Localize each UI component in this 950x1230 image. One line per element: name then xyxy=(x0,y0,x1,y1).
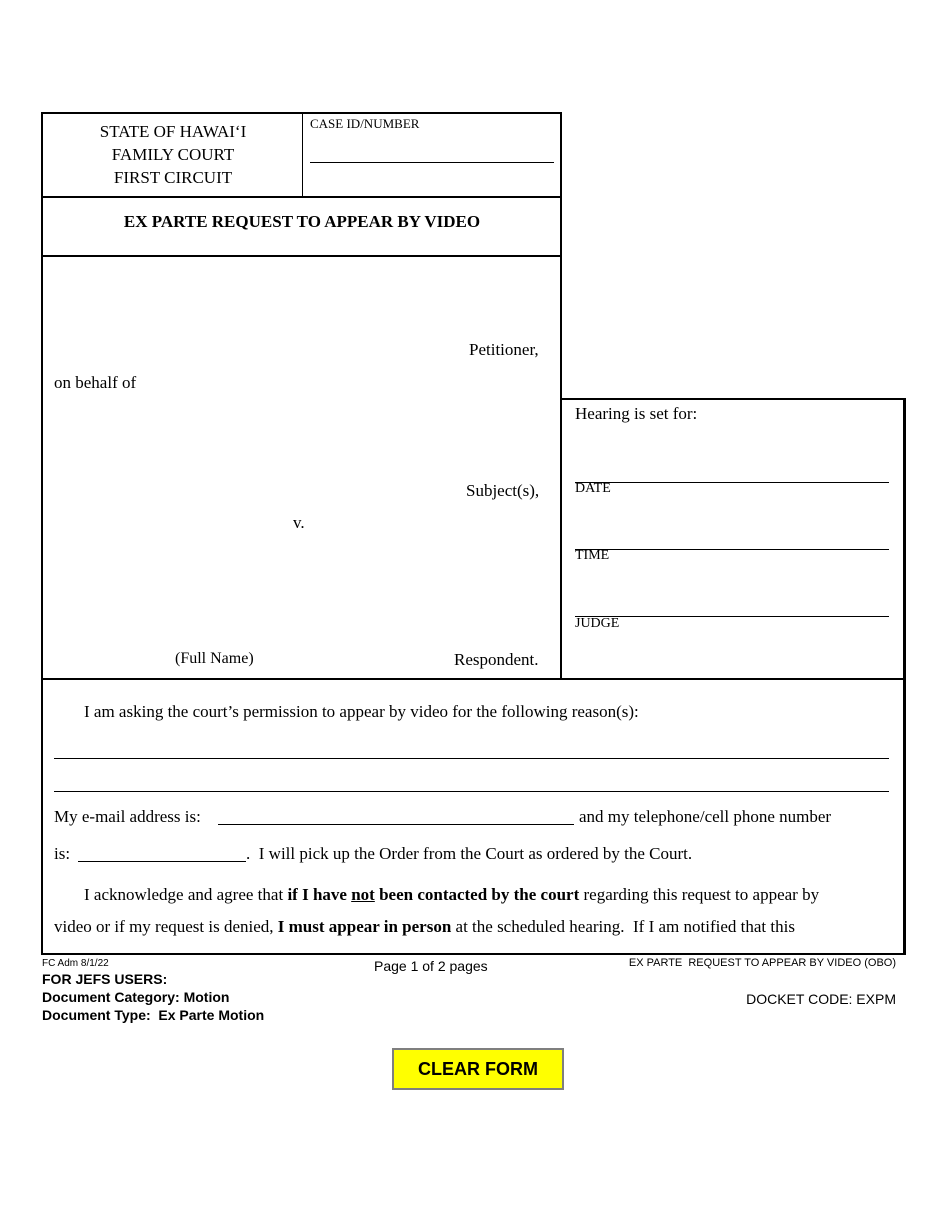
phone-suffix: . I will pick up the Order from the Court as ordered by the Court. xyxy=(246,844,693,863)
document-type: Document Type: Ex Parte Motion xyxy=(42,1007,265,1023)
hearing-judge-field[interactable] xyxy=(575,592,889,617)
jefs-users-label: FOR JEFS USERS: xyxy=(42,971,168,987)
hearing-time-field[interactable] xyxy=(575,525,889,550)
email-field[interactable] xyxy=(218,801,574,825)
acknowledgement-line-1 xyxy=(84,885,819,905)
versus-label: v. xyxy=(293,513,305,532)
ack-text-1: I acknowledge and agree that xyxy=(84,885,288,904)
ack-text-3: video or if my request is denied, xyxy=(54,917,278,936)
clear-form-button[interactable]: CLEAR FORM xyxy=(392,1048,564,1090)
hearing-date-field[interactable] xyxy=(575,458,889,483)
case-id-label: CASE ID/NUMBER xyxy=(310,116,420,131)
respondent-name-field[interactable] xyxy=(54,620,434,644)
case-id-field[interactable] xyxy=(310,140,554,163)
petitioner-name-field[interactable] xyxy=(54,330,454,354)
date-label: DATE xyxy=(575,481,611,496)
full-name-label: (Full Name) xyxy=(175,650,254,667)
form-name: EX PARTE REQUEST TO APPEAR BY VIDEO (OBO) xyxy=(628,957,896,969)
subject-name-field[interactable] xyxy=(54,470,454,494)
subjects-label: Subject(s), xyxy=(466,481,540,500)
court-name xyxy=(44,120,302,189)
judge-label: JUDGE xyxy=(575,616,620,631)
page-info: Page 1 of 2 pages xyxy=(374,958,488,974)
respondent-label: Respondent. xyxy=(454,650,539,669)
on-behalf-of-label: on behalf of xyxy=(54,373,137,392)
phone-field[interactable] xyxy=(78,838,246,862)
hearing-label: Hearing is set for: xyxy=(575,404,698,423)
court-line-state: STATE OF HAWAI‘I xyxy=(99,122,247,141)
acknowledgement-line-2 xyxy=(54,917,795,937)
reason-line-2[interactable] xyxy=(54,767,889,792)
reason-line-1[interactable] xyxy=(54,734,889,759)
court-line-circuit: FIRST CIRCUIT xyxy=(113,168,233,187)
ack-text-2: regarding this request to appear by xyxy=(579,885,820,904)
ack-bold-3: I must appear in person xyxy=(277,917,452,936)
form-code: FC Adm 8/1/22 xyxy=(42,958,109,969)
email-prefix: My e-mail address is: xyxy=(54,807,201,826)
ack-bold-1: if I have xyxy=(287,885,352,904)
ack-bold-2: been contacted by the court xyxy=(374,885,580,904)
form-title: EX PARTE REQUEST TO APPEAR BY VIDEO xyxy=(123,212,481,231)
court-line-family-court: FAMILY COURT xyxy=(111,145,235,164)
email-suffix: and my telephone/cell phone number xyxy=(579,807,832,826)
ack-text-4: at the scheduled hearing. If I am notified that this xyxy=(451,917,795,936)
docket-code: DOCKET CODE: EXPM xyxy=(746,991,896,1007)
reason-prompt: I am asking the court’s permission to appear by video for the following reason(s): xyxy=(84,702,639,721)
phone-prefix: is: xyxy=(54,844,71,863)
document-category: Document Category: Motion xyxy=(42,989,230,1005)
petitioner-label: Petitioner, xyxy=(469,340,539,359)
time-label: TIME xyxy=(575,548,610,563)
ack-not: not xyxy=(351,885,375,904)
